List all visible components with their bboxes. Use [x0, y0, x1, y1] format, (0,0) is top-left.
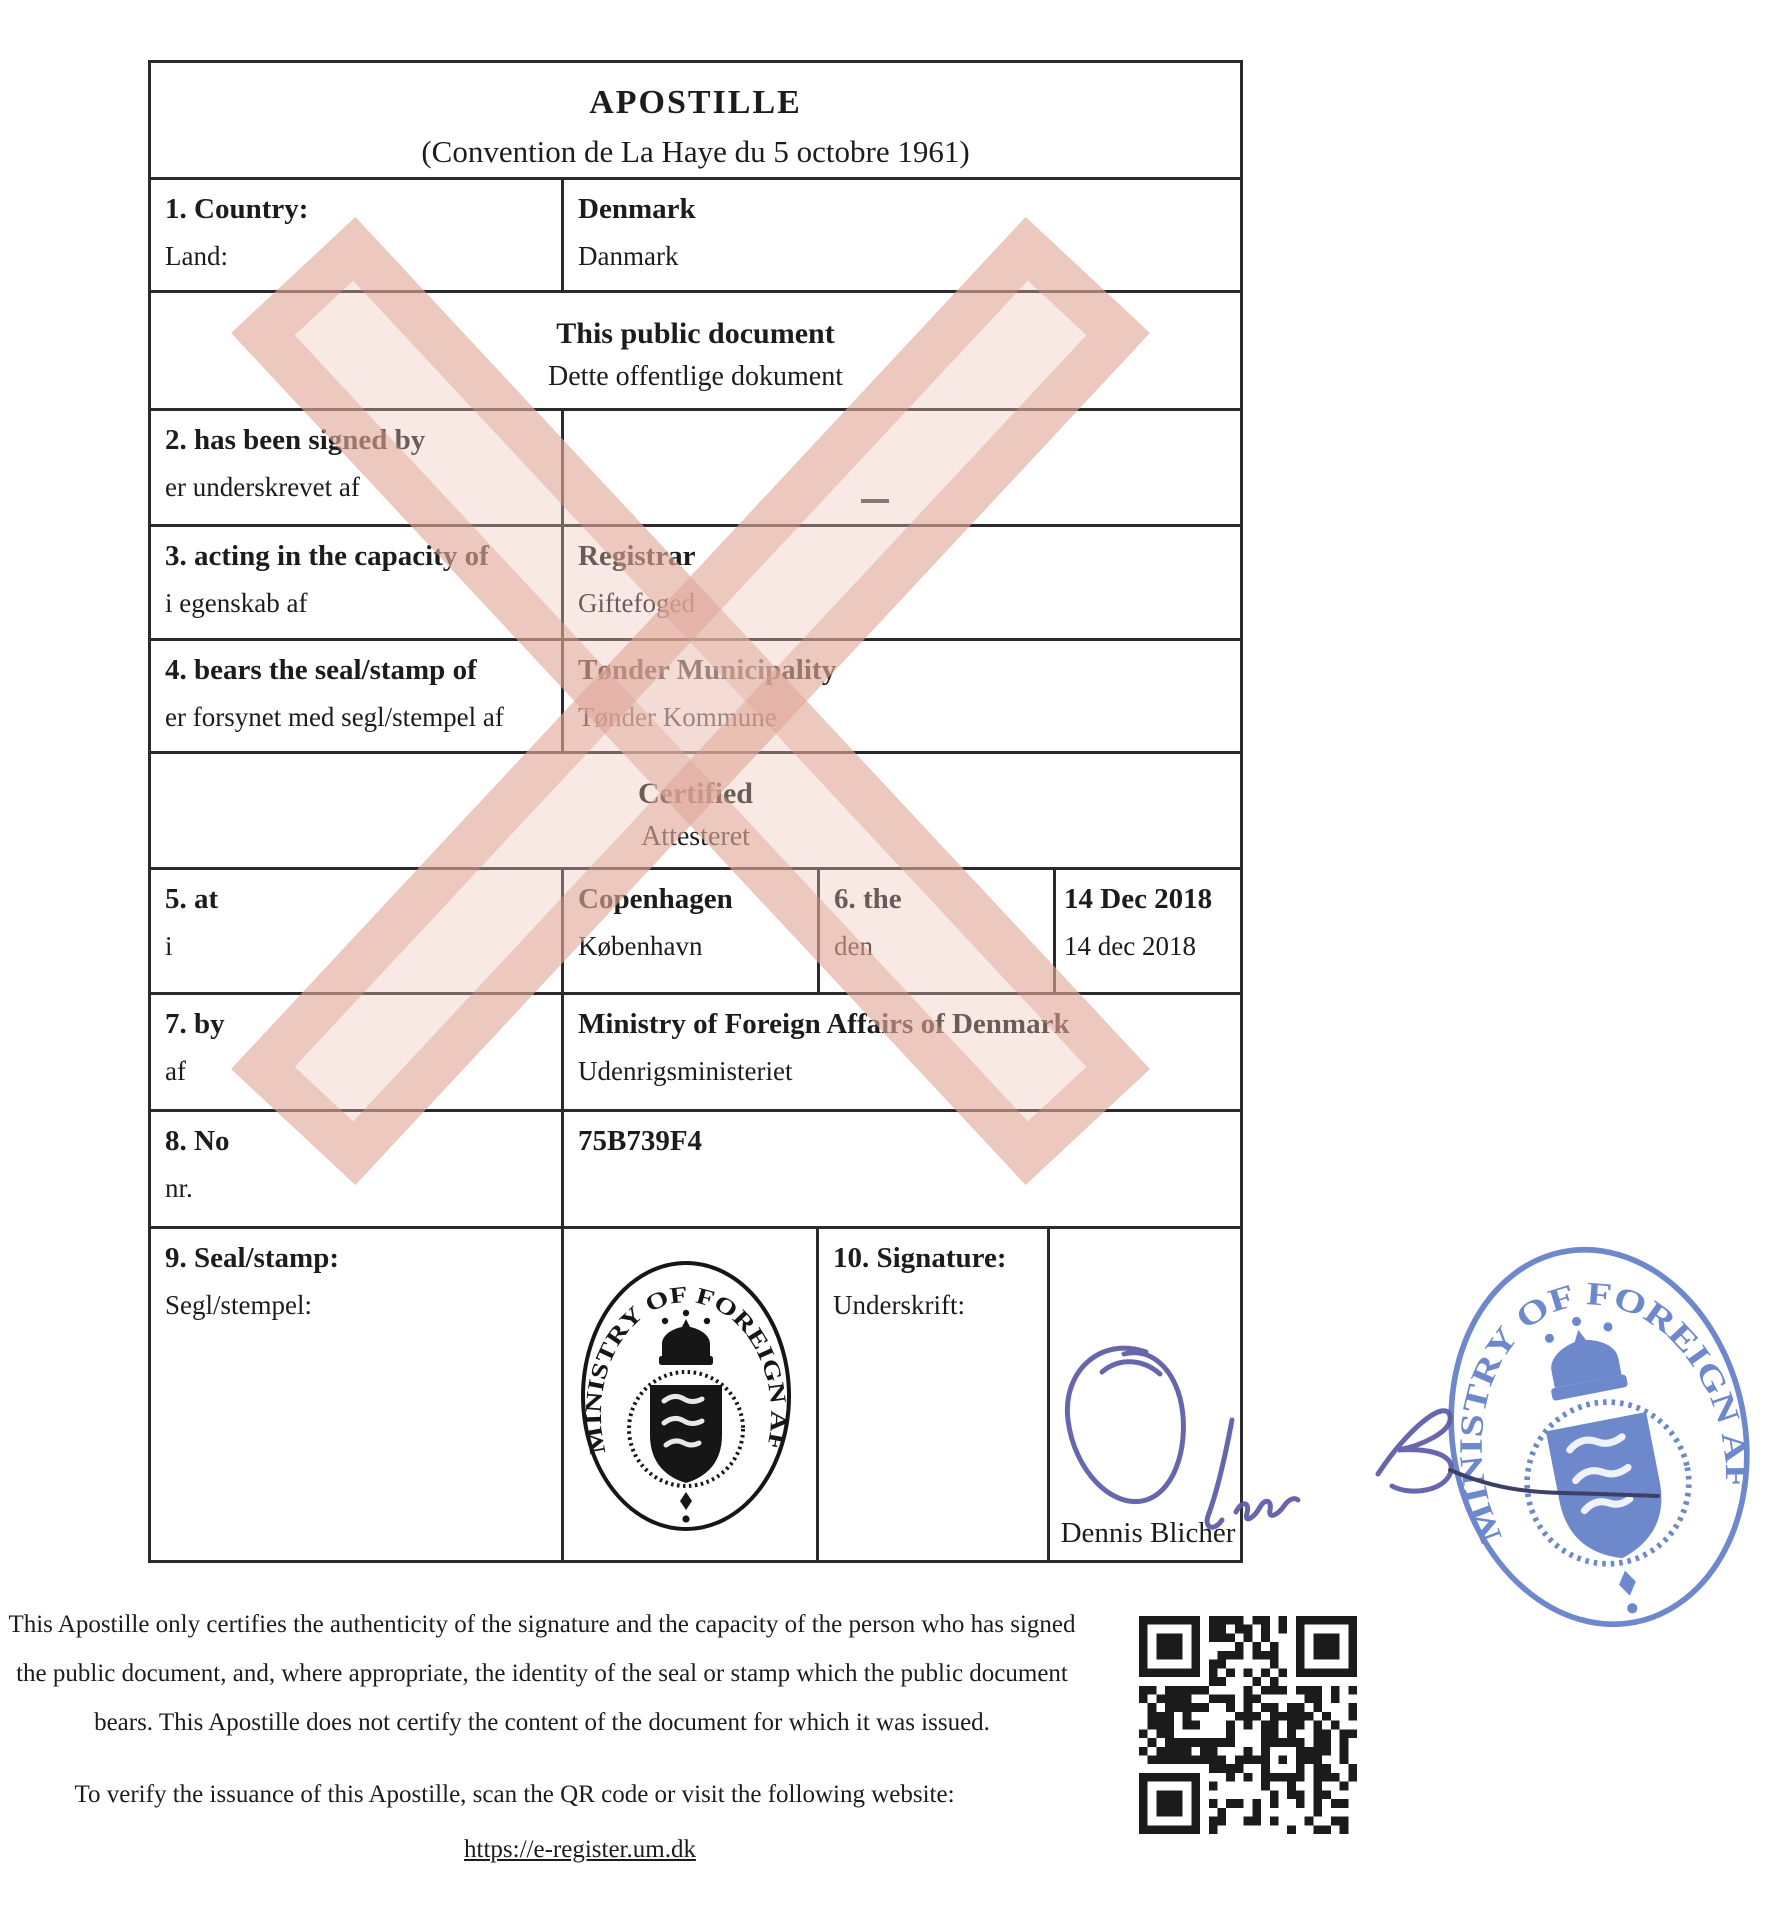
number-value: 75B739F4	[578, 1125, 703, 1157]
signature-label-da: Underskrift:	[833, 1290, 965, 1321]
the-label: 6. the	[834, 883, 902, 915]
country-value: Denmark	[578, 193, 696, 225]
at-label-cell	[151, 870, 564, 992]
row-certified	[151, 754, 1240, 870]
country-value-da: Danmark	[578, 241, 679, 272]
by-label-da: af	[165, 1056, 186, 1087]
register-link-wrap	[330, 1836, 830, 1864]
at-value-da: København	[578, 931, 703, 962]
public-document-title-da: Dette offentlige dokument	[548, 360, 843, 392]
signature-area-cell	[1050, 1229, 1240, 1560]
seal-stamp-of-value: Tønder Municipality	[578, 654, 837, 686]
e-register-link[interactable]: https://e-register.um.dk	[464, 1836, 696, 1863]
country-label: 1. Country:	[165, 193, 309, 225]
number-label-da: nr.	[165, 1173, 193, 1204]
convention-subtitle: (Convention de La Haye du 5 octobre 1961)	[421, 134, 970, 169]
at-value-cell	[564, 870, 820, 992]
date-value-da: 14 dec 2018	[1064, 931, 1196, 962]
capacity-value-da: Giftefoged	[578, 588, 695, 619]
at-label: 5. at	[165, 883, 219, 915]
signed-by-label-cell	[151, 411, 564, 524]
by-value-cell	[564, 995, 1240, 1109]
row-number	[151, 1112, 1240, 1229]
number-label: 8. No	[165, 1125, 230, 1157]
at-label-da: i	[165, 931, 173, 962]
seal-stamp-of-label-da: er forsynet med segl/stempel af	[165, 702, 504, 733]
capacity-label: 3. acting in the capacity of	[165, 540, 489, 572]
date-value-cell	[1056, 870, 1240, 992]
seal-stamp-of-value-da: Tønder Kommune	[578, 702, 777, 733]
country-label-cell	[151, 180, 564, 290]
row-country	[151, 180, 1240, 293]
seal-label-da: Segl/stempel:	[165, 1290, 312, 1321]
by-label: 7. by	[165, 1008, 225, 1040]
seal-stamp-of-value-cell	[564, 641, 1240, 751]
capacity-label-cell	[151, 527, 564, 638]
disclaimer-paragraph: This Apostille only certifies the authenticity of the signature and the capacity of the person who has signed the public document, and, where appropriate, the identity of the seal or stamp which the public document bears. This Apostille does not certify the content of the document for which it was issued.	[8, 1611, 1076, 1736]
scan-artifact-dash	[861, 499, 889, 503]
seal-label-cell	[151, 1229, 564, 1560]
seal-stamp-of-label: 4. bears the seal/stamp of	[165, 654, 477, 686]
signed-by-value-cell	[564, 411, 1240, 524]
date-value: 14 Dec 2018	[1064, 883, 1213, 915]
certified-title-da: Attesteret	[641, 820, 750, 852]
row-signed-by	[151, 411, 1240, 527]
verify-instruction: To verify the issuance of this Apostille, scan the QR code or visit the following website:	[74, 1781, 955, 1808]
number-label-cell	[151, 1112, 564, 1226]
row-by	[151, 995, 1240, 1112]
row-at-the	[151, 870, 1240, 995]
the-label-da: den	[834, 931, 873, 962]
seal-stamp-of-label-cell	[151, 641, 564, 751]
the-label-cell	[820, 870, 1056, 992]
signature-label: 10. Signature:	[833, 1242, 1007, 1274]
by-value: Ministry of Foreign Affairs of Denmark	[578, 1008, 1070, 1040]
apostille-title: APOSTILLE	[589, 84, 802, 121]
qr-code	[1139, 1616, 1357, 1834]
by-value-da: Udenrigsministeriet	[578, 1056, 793, 1087]
capacity-label-da: i egenskab af	[165, 588, 308, 619]
capacity-value: Registrar	[578, 540, 696, 572]
certified-title: Certified	[638, 776, 753, 810]
at-value: Copenhagen	[578, 883, 733, 915]
row-seal-stamp-of	[151, 641, 1240, 754]
table-header-row	[151, 63, 1240, 180]
row-capacity	[151, 527, 1240, 641]
ministry-stamp-blue	[1408, 1212, 1769, 1662]
number-value-cell	[564, 1112, 1240, 1226]
signed-by-label-da: er underskrevet af	[165, 472, 360, 503]
signature-label-cell	[819, 1229, 1050, 1560]
by-label-cell	[151, 995, 564, 1109]
capacity-value-cell	[564, 527, 1240, 638]
signed-by-label: 2. has been signed by	[165, 424, 426, 456]
signer-name: Dennis Blicher	[1060, 1517, 1236, 1549]
seal-label: 9. Seal/stamp:	[165, 1242, 339, 1274]
country-value-cell	[564, 180, 1240, 290]
public-document-title: This public document	[556, 316, 835, 350]
country-label-da: Land:	[165, 241, 228, 272]
row-public-document	[151, 293, 1240, 411]
ministry-seal-black	[575, 1256, 797, 1536]
